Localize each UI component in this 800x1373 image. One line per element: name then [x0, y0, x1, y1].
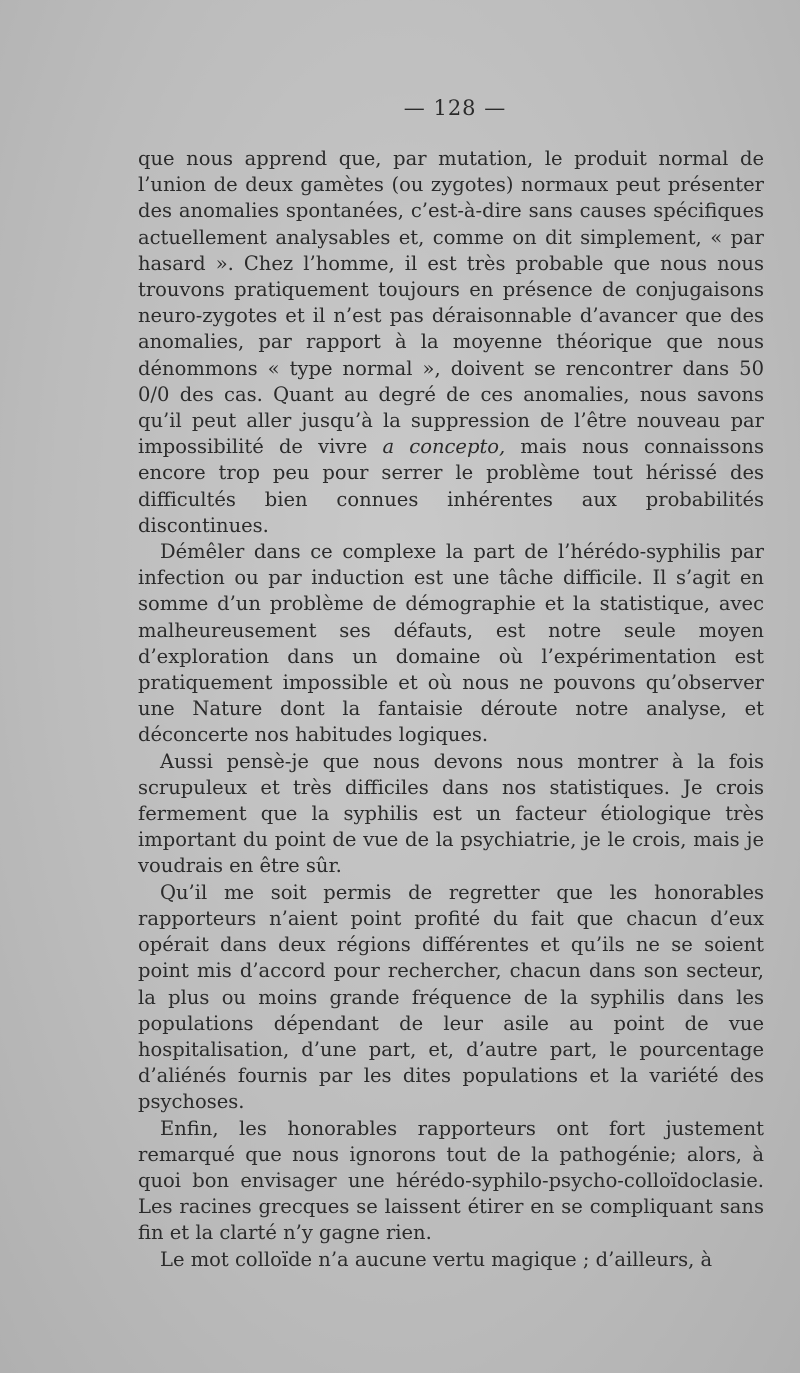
text-body — [138, 146, 764, 1273]
paragraph-1-text: que nous apprend que, par mutation, le produit normal de l’union de deux gamètes (ou zygotes) normaux peut présenter des anomalies spontanées, c’est-à-dire sans causes spécifiques actuellement analysables et, comme on dit simplement, « par hasard ». Chez l’homme, il est très probable que nous nous trouvons pratiquement toujours en présence de conjugaisons neuro-zygotes et il n’est pas déraisonnable d’avancer que des anomalies, par rapport à la moyenne théorique que nous dénommons « type normal », doivent se rencontrer dans 50 0/0 des cas. Quant au degré de ces anomalies, nous savons qu’il peut aller jusqu’à la suppression de l’être nouveau par impossibilité de vivre — [138, 147, 764, 459]
paragraph-6: Le mot colloïde n’a aucune vertu magique ; d’ailleurs, à — [160, 1247, 713, 1271]
paragraph-2: Démêler dans ce complexe la part de l’hérédo-syphilis par infection ou par induction est une tâche difficile. Il s’agit en somme d’un problème de démographie et la statistique, avec malheureusement ses défauts, est notre seule moyen d’exploration dans un domaine où l’expérimentation est pratiquement impossible et où nous ne pouvons qu’observer une Nature dont la fantaisie déroute notre analyse, et déconcerte nos habitudes logiques. — [138, 540, 764, 747]
page-number: — 128 — — [403, 96, 507, 120]
paragraph-5: Enfin, les honorables rapporteurs ont fort justement remarqué que nous ignorons tout de la pathogénie; alors, à quoi bon envisager une hérédo-syphilo-psycho-colloïdoclasie. Les racines grecques se laissent étirer en se compliquant sans fin et la clarté n’y gagne rien. — [138, 1116, 764, 1245]
paragraph-3: Aussi pensè-je que nous devons nous montrer à la fois scrupuleux et très difficiles dans nos statistiques. Je crois fermement que la syphilis est un facteur étiologique très important du point de vue de la psychiatrie, je le crois, mais je voudrais en être sûr. — [138, 749, 764, 878]
paragraph-4: Qu’il me soit permis de regretter que les honorables rapporteurs n’aient point profité du fait que chacun d’eux opérait dans deux régions différentes et qu’ils ne se soient point mis d’accord pour rechercher, chacun dans son secteur, la plus ou moins grande fréquence de la syphilis dans les populations dépendant de leur asile au point de vue hospitalisation, d’une part, et, d’autre part, le pourcentage d’aliénés fournis par les dites populations et la variété des psychoses. — [138, 880, 764, 1114]
italic-phrase: a concepto, — [382, 435, 506, 459]
paragraph-1-tail: mais nous connaissons encore trop peu pour serrer le problème tout hérissé des difficultés bien connues inhérentes aux probabilités discontinues. — [138, 435, 764, 537]
paragraph-1 — [138, 146, 764, 539]
